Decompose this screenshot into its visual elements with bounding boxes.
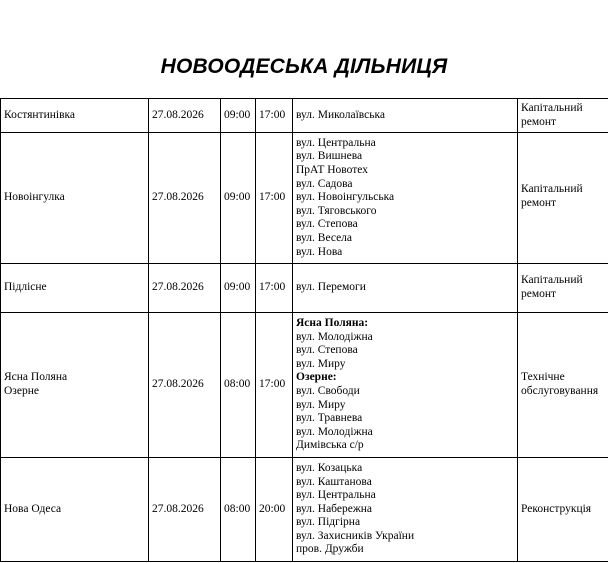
- street-item: вул. Новоінгульська: [296, 191, 395, 204]
- date-cell: 27.08.2026: [149, 264, 221, 313]
- street-item: вул. Весела: [296, 231, 353, 244]
- street-item: вул. Каштанова: [296, 475, 372, 488]
- street-item: вул. Козацька: [296, 461, 363, 474]
- end-time-cell: 17:00: [256, 99, 293, 133]
- street-item: вул. Центральна: [296, 136, 376, 149]
- work-type-cell: Капітальний ремонт: [518, 133, 608, 264]
- document-title: НОВООДЕСЬКА ДІЛЬНИЦЯ: [160, 55, 448, 78]
- date-cell: 27.08.2026: [149, 99, 221, 133]
- streets-cell: [293, 133, 518, 264]
- settlement-cell: Нова Одеса: [1, 458, 149, 562]
- street-item: вул. Миколаївська: [296, 108, 386, 121]
- street-group-heading: Озерне:: [296, 371, 337, 384]
- street-item: вул. Вишнева: [296, 150, 363, 163]
- start-time-cell: 09:00: [221, 133, 256, 264]
- settlement-name: Ясна Поляна Озерне: [4, 371, 68, 397]
- table-row: [1, 458, 608, 562]
- table-row: [1, 99, 608, 133]
- street-item: ПрАТ Новотех: [296, 164, 368, 177]
- end-time-cell: 17:00: [256, 264, 293, 313]
- settlement-cell: [1, 313, 149, 458]
- work-type-cell: Капітальний ремонт: [518, 99, 608, 133]
- street-item: вул. Молодіжна: [296, 425, 373, 438]
- end-time-cell: 20:00: [256, 458, 293, 562]
- street-item: вул. Степова: [296, 344, 358, 357]
- date-cell: 27.08.2026: [149, 458, 221, 562]
- settlement-cell: Новоінгулка: [1, 133, 149, 264]
- settlement-cell: Костянтинівка: [1, 99, 149, 133]
- street-item: вул. Степова: [296, 218, 358, 231]
- streets-cell: [293, 458, 518, 562]
- streets-cell: [293, 264, 518, 313]
- street-item: вул. Перемоги: [296, 281, 366, 294]
- streets-cell: [293, 99, 518, 133]
- street-group-heading: Ясна Поляна:: [296, 317, 369, 330]
- street-item: вул. Підгірна: [296, 516, 361, 529]
- start-time-cell: 09:00: [221, 264, 256, 313]
- street-item: пров. Дружби: [296, 543, 364, 556]
- street-item: вул. Миру: [296, 357, 346, 370]
- street-item: вул. Садова: [296, 177, 353, 190]
- street-item: вул. Молодіжна: [296, 330, 373, 343]
- end-time-cell: 17:00: [256, 313, 293, 458]
- street-item: вул. Миру: [296, 398, 346, 411]
- street-item: вул. Тяговського: [296, 204, 377, 217]
- date-cell: 27.08.2026: [149, 133, 221, 264]
- table-row: [1, 264, 608, 313]
- table-row: [1, 133, 608, 264]
- street-item: вул. Травнева: [296, 412, 363, 425]
- work-type-cell: Технічне обслуговування: [518, 313, 608, 458]
- start-time-cell: 08:00: [221, 458, 256, 562]
- streets-cell: [293, 313, 518, 458]
- street-item: вул. Центральна: [296, 489, 376, 502]
- start-time-cell: 08:00: [221, 313, 256, 458]
- street-item: вул. Нова: [296, 245, 343, 258]
- settlement-cell: Підлісне: [1, 264, 149, 313]
- table-row: [1, 313, 608, 458]
- start-time-cell: 09:00: [221, 99, 256, 133]
- work-type-cell: Капітальний ремонт: [518, 264, 608, 313]
- date-cell: 27.08.2026: [149, 313, 221, 458]
- work-type-cell: Реконструкція: [518, 458, 608, 562]
- street-item: вул. Свободи: [296, 385, 360, 397]
- street-item: вул. Захисників України: [296, 529, 415, 542]
- schedule-table: [0, 98, 608, 562]
- street-item: Димівська с/р: [296, 439, 364, 452]
- street-item: вул. Набережна: [296, 502, 373, 515]
- end-time-cell: 17:00: [256, 133, 293, 264]
